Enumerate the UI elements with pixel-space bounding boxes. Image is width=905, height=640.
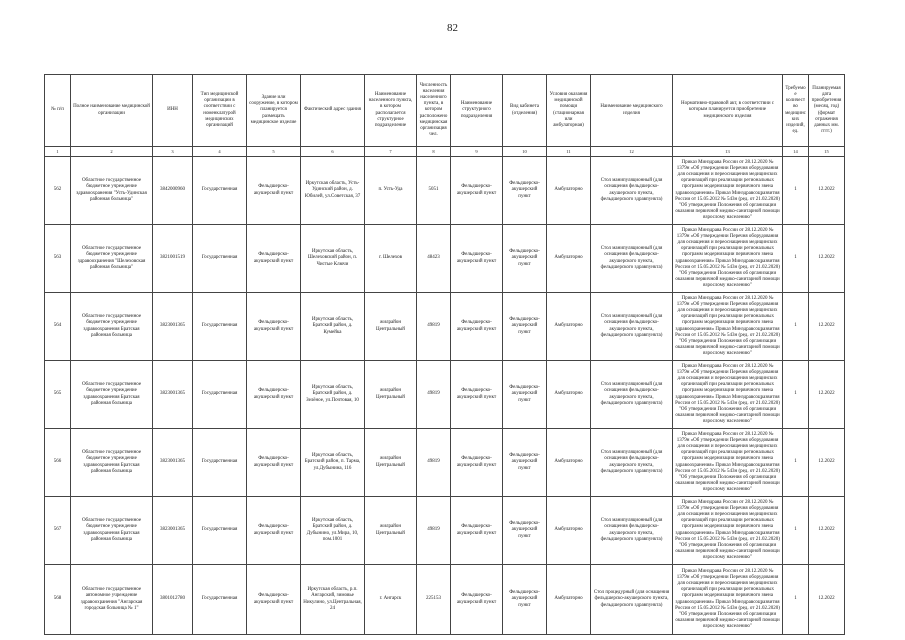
table-row	[45, 157, 845, 225]
organization-type: Государственная	[193, 429, 247, 497]
organization-name: Областное государственное бюджетное учреждение здравоохранения Братская районная больница	[71, 429, 153, 497]
row-number: 565	[45, 361, 71, 429]
organization-name: Областное государственное автономное учреждение здравоохранения "Ангарская городская больница № 1"	[71, 565, 153, 635]
locality: г. Ангарск	[365, 565, 417, 635]
building: Фельдшерско-акушерский пункт	[247, 361, 301, 429]
legal-act: Приказ Минздрава России от 28.12.2020 № 1379н «Об утверждении Перечня оборудования для оснащения и переоснащения медицинских организаций при реализации региональных программ модернизации первичного звена здравоохранения» Приказ Минздравсоцразвития России от 15.05.2012 № 543н (ред. от 21.02.2020) "Об утверждении Положения об организации оказания первичной медико-санитарной помощи взрослому населению"	[673, 565, 783, 635]
quantity: 1	[783, 361, 809, 429]
organization-type: Государственная	[193, 157, 247, 225]
medical-device: Стол процедурный (для оснащения фельдшерско-акушерского пункта, фельдшерского здравпункта)	[591, 565, 673, 635]
column-number: 10	[503, 147, 547, 157]
inn: 3823001365	[153, 429, 193, 497]
locality: жилрайон Центральный	[365, 429, 417, 497]
purchase-date: 12.2022	[809, 293, 845, 361]
header-cell: Наименование населенного пункта, в котором располагается структурное подразделение	[365, 75, 417, 147]
table-row	[45, 497, 845, 565]
medical-device: Стол манипуляционный (для оснащения фельдшерско-акушерского пункта, фельдшерского здравпункта)	[591, 157, 673, 225]
locality: жилрайон Центральный	[365, 361, 417, 429]
table-row	[45, 429, 845, 497]
organization-type: Государственная	[193, 225, 247, 293]
quantity: 1	[783, 293, 809, 361]
column-number: 13	[673, 147, 783, 157]
address: Иркутская область, Шелеховский район, п. Чистые Ключи	[301, 225, 365, 293]
locality: г. Шелехов	[365, 225, 417, 293]
header-cell: Нормативно-правовой акт, в соответствии с которым планируется приобретение медицинского изделия	[673, 75, 783, 147]
inn: 3823001365	[153, 361, 193, 429]
cabinet-type: Фельдшерско-акушерский пункт	[503, 497, 547, 565]
header-cell: Полное наименование медицинской организации	[71, 75, 153, 147]
quantity: 1	[783, 429, 809, 497]
header-cell: № п/п	[45, 75, 71, 147]
building: Фельдшерско-акушерский пункт	[247, 293, 301, 361]
purchase-date: 12.2022	[809, 361, 845, 429]
cabinet-type: Фельдшерско-акушерский пункт	[503, 361, 547, 429]
address: Иркутская область, Братский район, д. Дубынино, ул.Мира, 10, пом.1001	[301, 497, 365, 565]
legal-act: Приказ Минздрава России от 28.12.2020 № 1379н «Об утверждении Перечня оборудования для оснащения и переоснащения медицинских организаций при реализации региональных программ модернизации первичного звена здравоохранения» Приказ Минздравсоцразвития России от 15.05.2012 № 543н (ред. от 21.02.2020) "Об утверждении Положения об организации оказания первичной медико-санитарной помощи взрослому населению"	[673, 497, 783, 565]
structural-unit: Фельдшерско-акушерский пункт	[451, 225, 503, 293]
medical-device: Стол манипуляционный (для оснащения фельдшерско-акушерского пункта, фельдшерского здравпункта)	[591, 429, 673, 497]
care-conditions: Амбулаторно	[547, 293, 591, 361]
quantity: 1	[783, 497, 809, 565]
cabinet-type: Фельдшерско-акушерский пункт	[503, 565, 547, 635]
organization-type: Государственная	[193, 293, 247, 361]
address: Иркутская область, Усть-Удинский район, д. Юбилей, ул.Советская, 37	[301, 157, 365, 225]
address: Иркутская область, р.п. Ангарский, зимовье Никулино, ул.Центральная, 24	[301, 565, 365, 635]
locality: жилрайон Центральный	[365, 293, 417, 361]
header-cell: Численность населения населенного пункта, в котором расположено медицинская организация чел.	[417, 75, 451, 147]
structural-unit: Фельдшерско-акушерский пункт	[451, 293, 503, 361]
organization-type: Государственная	[193, 361, 247, 429]
address: Иркутская область, Братский район, п. Тарма, ул.Дубынина, 116	[301, 429, 365, 497]
building: Фельдшерско-акушерский пункт	[247, 565, 301, 635]
legal-act: Приказ Минздрава России от 28.12.2020 № 1379н «Об утверждении Перечня оборудования для оснащения и переоснащения медицинских организаций при реализации региональных программ модернизации первичного звена здравоохранения» Приказ Минздравсоцразвития России от 15.05.2012 № 543н (ред. от 21.02.2020) "Об утверждении Положения об организации оказания первичной медико-санитарной помощи взрослому населению"	[673, 293, 783, 361]
medical-device: Стол манипуляционный (для оснащения фельдшерско-акушерского пункта, фельдшерского здравпункта)	[591, 497, 673, 565]
building: Фельдшерско-акушерский пункт	[247, 157, 301, 225]
inn: 3823001365	[153, 293, 193, 361]
locality: жилрайон Центральный	[365, 497, 417, 565]
row-number: 568	[45, 565, 71, 635]
inn: 3801012780	[153, 565, 193, 635]
building: Фельдшерско-акушерский пункт	[247, 429, 301, 497]
population: 225153	[417, 565, 451, 635]
structural-unit: Фельдшерско-акушерский пункт	[451, 157, 503, 225]
row-number: 564	[45, 293, 71, 361]
header-cell: Наименование медицинского изделия	[591, 75, 673, 147]
quantity: 1	[783, 225, 809, 293]
structural-unit: Фельдшерско-акушерский пункт	[451, 497, 503, 565]
column-number-row	[45, 147, 845, 157]
column-number: 5	[247, 147, 301, 157]
building: Фельдшерско-акушерский пункт	[247, 225, 301, 293]
header-row	[45, 75, 845, 147]
structural-unit: Фельдшерско-акушерский пункт	[451, 429, 503, 497]
care-conditions: Амбулаторно	[547, 565, 591, 635]
column-number: 3	[153, 147, 193, 157]
equipment-table	[44, 74, 845, 635]
column-number: 11	[547, 147, 591, 157]
organization-name: Областное государственное бюджетное учреждение здравоохранения "Усть-Удинская районная больница"	[71, 157, 153, 225]
header-cell: Вид кабинета (отделения)	[503, 75, 547, 147]
organization-type: Государственная	[193, 565, 247, 635]
cabinet-type: Фельдшерско-акушерский пункт	[503, 293, 547, 361]
care-conditions: Амбулаторно	[547, 225, 591, 293]
page-number: 82	[447, 22, 458, 34]
quantity: 1	[783, 565, 809, 635]
legal-act: Приказ Минздрава России от 28.12.2020 № 1379н «Об утверждении Перечня оборудования для оснащения и переоснащения медицинских организаций при реализации региональных программ модернизации первичного звена здравоохранения» Приказ Минздравсоцразвития России от 15.05.2012 № 543н (ред. от 21.02.2020) "Об утверждении Положения об организации оказания первичной медико-санитарной помощи взрослому населению"	[673, 361, 783, 429]
inn: 3821001519	[153, 225, 193, 293]
cabinet-type: Фельдшерско-акушерский пункт	[503, 429, 547, 497]
care-conditions: Амбулаторно	[547, 429, 591, 497]
population: 49819	[417, 293, 451, 361]
address: Иркутская область, Братский район, д. Зелёное, ул.Почтовая, 10	[301, 361, 365, 429]
column-number: 8	[417, 147, 451, 157]
legal-act: Приказ Минздрава России от 28.12.2020 № 1379н «Об утверждении Перечня оборудования для оснащения и переоснащения медицинских организаций при реализации региональных программ модернизации первичного звена здравоохранения» Приказ Минздравсоцразвития России от 15.05.2012 № 543н (ред. от 21.02.2020) "Об утверждении Положения об организации оказания первичной медико-санитарной помощи взрослому населению"	[673, 429, 783, 497]
organization-type: Государственная	[193, 497, 247, 565]
address: Иркутская область, Братский район, д. Кумейка	[301, 293, 365, 361]
column-number: 6	[301, 147, 365, 157]
quantity: 1	[783, 157, 809, 225]
column-number: 1	[45, 147, 71, 157]
population: 49819	[417, 497, 451, 565]
header-cell: Тип медицинской организации в соответствии с номенклатурой медицинских организаций	[193, 75, 247, 147]
table-row	[45, 361, 845, 429]
header-cell: ИНН	[153, 75, 193, 147]
row-number: 563	[45, 225, 71, 293]
organization-name: Областное государственное бюджетное учреждение здравоохранения "Шелеховская районная больница"	[71, 225, 153, 293]
organization-name: Областное государственное бюджетное учреждение здравоохранения Братская районная больница	[71, 293, 153, 361]
care-conditions: Амбулаторно	[547, 361, 591, 429]
legal-act: Приказ Минздрава России от 28.12.2020 № 1379н «Об утверждении Перечня оборудования для оснащения и переоснащения медицинских организаций при реализации региональных программ модернизации первичного звена здравоохранения» Приказ Минздравсоцразвития России от 15.05.2012 № 543н (ред. от 21.02.2020) "Об утверждении Положения об организации оказания первичной медико-санитарной помощи взрослому населению"	[673, 157, 783, 225]
structural-unit: Фельдшерско-акушерский пункт	[451, 565, 503, 635]
table-row	[45, 293, 845, 361]
medical-device: Стол манипуляционный (для оснащения фельдшерско-акушерского пункта, фельдшерского здравпункта)	[591, 225, 673, 293]
medical-device: Стол манипуляционный (для оснащения фельдшерско-акушерского пункта, фельдшерского здравпункта)	[591, 293, 673, 361]
building: Фельдшерско-акушерский пункт	[247, 497, 301, 565]
table-row	[45, 565, 845, 635]
population: 49819	[417, 361, 451, 429]
header-cell: Планируемая дата приобретения (месяц, год) (формат отражения данных мм. гггг.)	[809, 75, 845, 147]
column-number: 4	[193, 147, 247, 157]
purchase-date: 12.2022	[809, 157, 845, 225]
header-cell: Наименование структурного подразделения	[451, 75, 503, 147]
cabinet-type: Фельдшерско-акушерский пункт	[503, 157, 547, 225]
column-number: 12	[591, 147, 673, 157]
legal-act: Приказ Минздрава России от 28.12.2020 № 1379н «Об утверждении Перечня оборудования для оснащения и переоснащения медицинских организаций при реализации региональных программ модернизации первичного звена здравоохранения» Приказ Минздравсоцразвития России от 15.05.2012 № 543н (ред. от 21.02.2020) "Об утверждении Положения об организации оказания первичной медико-санитарной помощи взрослому населению"	[673, 225, 783, 293]
organization-name: Областное государственное бюджетное учреждение здравоохранения Братская районная больница	[71, 497, 153, 565]
population: 5051	[417, 157, 451, 225]
locality: п. Усть-Уда	[365, 157, 417, 225]
care-conditions: Амбулаторно	[547, 497, 591, 565]
population: 49819	[417, 429, 451, 497]
inn: 3842000960	[153, 157, 193, 225]
inn: 3823001365	[153, 497, 193, 565]
header-cell: Условия оказания медицинской помощи (стационарная или амбулаторная)	[547, 75, 591, 147]
organization-name: Областное государственное бюджетное учреждение здравоохранения Братская районная больница	[71, 361, 153, 429]
cabinet-type: Фельдшерско-акушерский пункт	[503, 225, 547, 293]
medical-device: Стол манипуляционный (для оснащения фельдшерско-акушерского пункта, фельдшерского здравпункта)	[591, 361, 673, 429]
row-number: 562	[45, 157, 71, 225]
column-number: 9	[451, 147, 503, 157]
column-number: 15	[809, 147, 845, 157]
column-number: 2	[71, 147, 153, 157]
header-cell: Здание или сооружение, в котором планируется размещать медицинское изделие	[247, 75, 301, 147]
header-cell: Фактический адрес здания	[301, 75, 365, 147]
column-number: 14	[783, 147, 809, 157]
purchase-date: 12.2022	[809, 565, 845, 635]
structural-unit: Фельдшерско-акушерский пункт	[451, 361, 503, 429]
row-number: 567	[45, 497, 71, 565]
care-conditions: Амбулаторно	[547, 157, 591, 225]
purchase-date: 12.2022	[809, 429, 845, 497]
column-number: 7	[365, 147, 417, 157]
purchase-date: 12.2022	[809, 497, 845, 565]
population: 48423	[417, 225, 451, 293]
purchase-date: 12.2022	[809, 225, 845, 293]
header-cell: Требуемое количество медицинских изделий, ед.	[783, 75, 809, 147]
row-number: 566	[45, 429, 71, 497]
table-row	[45, 225, 845, 293]
